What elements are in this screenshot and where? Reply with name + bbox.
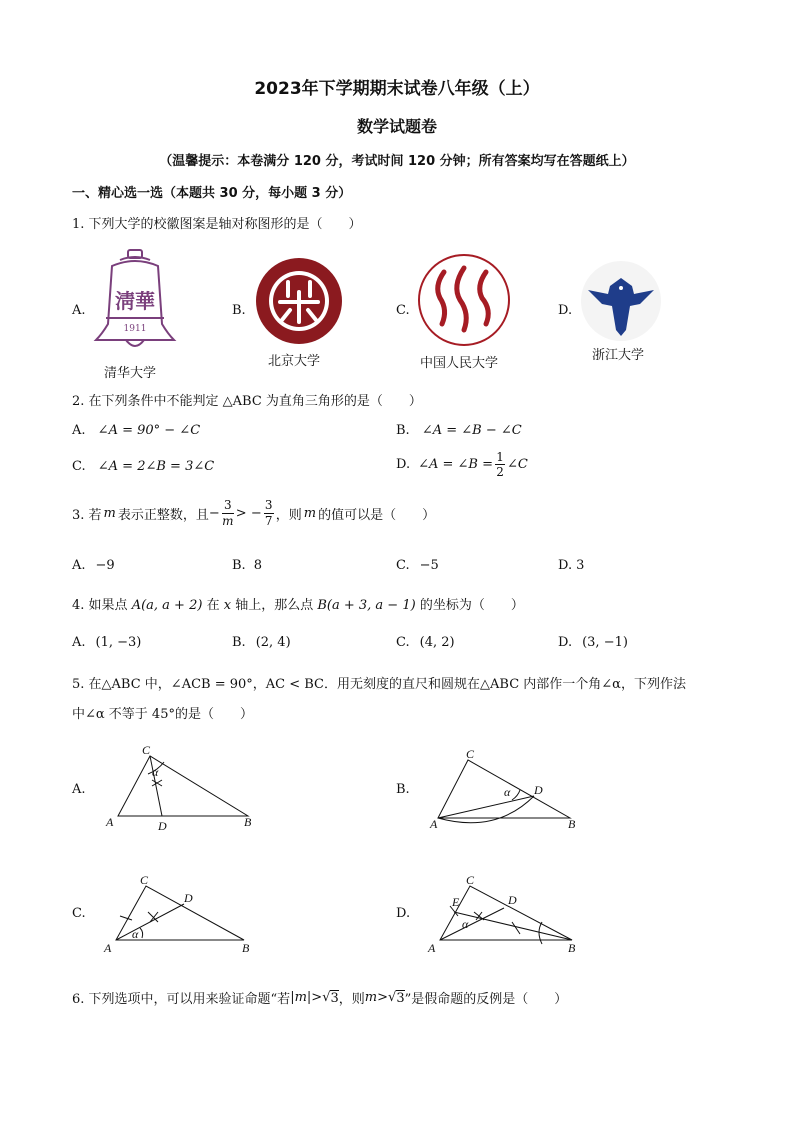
zju-logo-icon bbox=[580, 260, 662, 342]
q4-axis: x bbox=[223, 598, 232, 613]
q4-option-d-text: (3, −1) bbox=[582, 635, 628, 650]
q1-option-a-label: A. bbox=[72, 303, 86, 318]
q4-option-d-label: D. bbox=[558, 635, 573, 650]
q1-option-c-label: C. bbox=[396, 303, 410, 318]
q2-option-a bbox=[72, 423, 200, 438]
q4-stem-part-c: 轴上，那么点 bbox=[235, 598, 314, 613]
q4-option-b-label: B. bbox=[232, 635, 246, 650]
q6-stem-part-c: ”是假命题的反例是（ ） bbox=[404, 992, 568, 1007]
q6-stem-part-a: 6. 下列选项中，可以用来验证命题“若 bbox=[72, 992, 291, 1007]
q2-option-b-text: ∠A = ∠B − ∠C bbox=[421, 423, 522, 438]
q3-fraction-2 bbox=[264, 498, 274, 529]
label-c: C bbox=[466, 873, 475, 887]
q3-option-a-text: −9 bbox=[95, 558, 115, 573]
q5-figure-b bbox=[426, 746, 596, 838]
fraction-numerator: 3 bbox=[264, 498, 273, 512]
label-d: D bbox=[158, 819, 167, 833]
fraction-numerator: 3 bbox=[223, 498, 232, 512]
q5-option-b-label: B. bbox=[396, 782, 410, 797]
question-5-line-2: 中∠α 不等于 45°的是（ ） bbox=[72, 707, 253, 722]
q3-var-m-2: m bbox=[303, 506, 317, 521]
label-b: B bbox=[568, 941, 576, 955]
q2-option-a-label: A. bbox=[72, 423, 86, 438]
q3-option-c-text: −5 bbox=[419, 558, 439, 573]
label-a: A bbox=[428, 941, 436, 955]
q6-stem-part-b: ，则 bbox=[338, 992, 365, 1007]
fraction-denominator: 7 bbox=[264, 514, 273, 528]
tsinghua-logo-icon bbox=[90, 248, 180, 360]
exam-note: （温馨提示：本卷满分 120 分，考试时间 120 分钟；所有答案均写在答题纸上） bbox=[159, 154, 635, 169]
q3-option-b-label: B. bbox=[232, 558, 246, 573]
q4-option-c bbox=[396, 635, 455, 650]
label-alpha: α bbox=[504, 785, 511, 799]
q3-fraction-1 bbox=[222, 498, 234, 529]
exam-subtitle: 数学试题卷 bbox=[356, 117, 437, 136]
q2-option-d-fraction bbox=[495, 450, 505, 479]
q1-caption-zju: 浙江大学 bbox=[592, 348, 645, 363]
label-e: E bbox=[452, 895, 460, 909]
label-a: A bbox=[104, 941, 112, 955]
q3-stem-part-b: 表示正整数，且 bbox=[117, 508, 209, 523]
section-heading: 一、精心选一选（本题共 30 分，每小题 3 分） bbox=[72, 186, 352, 201]
q3-stem-part-d: 的值可以是（ ） bbox=[318, 508, 436, 523]
label-a: A bbox=[430, 817, 438, 831]
q1-caption-tsinghua: 清华大学 bbox=[104, 366, 157, 381]
q3-option-c bbox=[396, 558, 439, 573]
q3-option-b bbox=[232, 558, 262, 573]
q2-option-a-text: ∠A = 90° − ∠C bbox=[97, 423, 201, 438]
label-alpha: α bbox=[132, 927, 139, 941]
q4-option-a bbox=[72, 635, 141, 650]
q6-sqrt-3: 3 bbox=[330, 990, 339, 1006]
label-c: C bbox=[142, 743, 151, 757]
q4-stem-part-d: 的坐标为（ ） bbox=[419, 598, 524, 613]
q1-option-d-label: D. bbox=[558, 303, 573, 318]
q2-option-d-label: D. bbox=[396, 457, 411, 472]
label-alpha: α bbox=[462, 917, 469, 931]
q3-option-a bbox=[72, 558, 115, 573]
q5-option-d-label: D. bbox=[396, 906, 411, 921]
q6-greater-than: > bbox=[311, 990, 323, 1005]
label-a: A bbox=[106, 815, 114, 829]
q2-option-b bbox=[396, 423, 522, 438]
q5-figure-a bbox=[100, 742, 270, 834]
q2-option-c-text: ∠A = 2∠B = 3∠C bbox=[97, 459, 215, 474]
q1-option-b-label: B. bbox=[232, 303, 246, 318]
q2-option-c bbox=[72, 459, 214, 474]
q3-stem-part-a: 3. 若 bbox=[72, 508, 102, 523]
q6-var-m: m bbox=[364, 990, 378, 1005]
q1-caption-ruc: 中国人民大学 bbox=[420, 356, 499, 371]
label-c: C bbox=[140, 873, 149, 887]
question-2-stem: 2. 在下列条件中不能判定 △ABC 为直角三角形的是（ ） bbox=[72, 394, 422, 409]
q2-option-b-label: B. bbox=[396, 423, 410, 438]
q4-stem-part-a: 4. 如果点 bbox=[72, 598, 128, 613]
label-b: B bbox=[568, 817, 576, 831]
q4-option-a-label: A. bbox=[72, 635, 86, 650]
label-d: D bbox=[508, 893, 517, 907]
q4-point-a: A(a, a + 2) bbox=[131, 598, 203, 613]
q6-sqrt-3b: 3 bbox=[396, 990, 405, 1006]
q3-option-b-text: 8 bbox=[253, 558, 262, 573]
q3-option-a-label: A. bbox=[72, 558, 86, 573]
label-b: B bbox=[244, 815, 252, 829]
q5-option-c-label: C. bbox=[72, 906, 86, 921]
q6-abs-m: |m| bbox=[290, 990, 312, 1005]
q3-minus-sign: − bbox=[208, 506, 220, 521]
label-alpha: α bbox=[152, 765, 159, 779]
q3-option-d-label: D. bbox=[558, 558, 573, 573]
question-4-stem bbox=[72, 594, 524, 613]
label-c: C bbox=[466, 747, 475, 761]
question-1-stem: 1. 下列大学的校徽图案是轴对称图形的是（ ） bbox=[72, 217, 362, 232]
question-3-stem bbox=[72, 498, 435, 529]
q3-option-d-text: 3 bbox=[576, 558, 585, 573]
label-b: B bbox=[242, 941, 250, 955]
q4-option-a-text: (1, −3) bbox=[95, 635, 142, 650]
ruc-logo-icon bbox=[416, 252, 512, 348]
q5-option-a-label: A. bbox=[72, 782, 86, 797]
q4-option-d bbox=[558, 635, 628, 650]
q3-option-c-label: C. bbox=[396, 558, 410, 573]
q2-option-d-text-post: ∠C bbox=[507, 457, 528, 472]
q2-option-d bbox=[396, 450, 528, 479]
q3-option-d bbox=[558, 558, 584, 573]
label-d: D bbox=[184, 891, 193, 905]
fraction-denominator: 2 bbox=[496, 465, 504, 479]
q2-option-c-label: C. bbox=[72, 459, 86, 474]
q4-option-b bbox=[232, 635, 291, 650]
exam-title: 2023年下学期期末试卷八年级（上） bbox=[254, 79, 540, 99]
label-d: D bbox=[534, 783, 543, 797]
q3-greater-than: > − bbox=[235, 506, 262, 521]
q4-point-b: B(a + 3, a − 1) bbox=[317, 598, 416, 613]
q4-stem-part-b: 在 bbox=[206, 598, 220, 613]
q5-figure-c bbox=[100, 872, 270, 958]
q6-greater-than-2: > bbox=[377, 990, 389, 1005]
q5-figure-d bbox=[424, 872, 594, 958]
q1-caption-pku: 北京大学 bbox=[268, 354, 321, 369]
q4-option-b-text: (2, 4) bbox=[255, 635, 291, 650]
q4-option-c-text: (4, 2) bbox=[419, 635, 455, 650]
pku-logo-icon bbox=[254, 256, 344, 346]
q3-stem-part-c: ，则 bbox=[275, 508, 302, 523]
seal-year: 1911 bbox=[123, 324, 147, 334]
question-6-stem bbox=[72, 988, 567, 1007]
sqrt-icon: √ bbox=[322, 990, 331, 1005]
svg-text:淸華: 淸華 bbox=[115, 289, 155, 313]
q2-option-d-text-pre: ∠A = ∠B = bbox=[418, 457, 494, 472]
fraction-numerator: 1 bbox=[496, 450, 504, 464]
question-5-line-1: 5. 在△ABC 中，∠ACB = 90°，AC < BC．用无刻度的直尺和圆规在△ABC 内部作一个角∠α，下列作法 bbox=[72, 677, 686, 692]
sqrt-icon: √ bbox=[388, 990, 397, 1005]
fraction-denominator: m bbox=[222, 514, 234, 528]
q3-var-m: m bbox=[103, 506, 116, 521]
q4-option-c-label: C. bbox=[396, 635, 410, 650]
